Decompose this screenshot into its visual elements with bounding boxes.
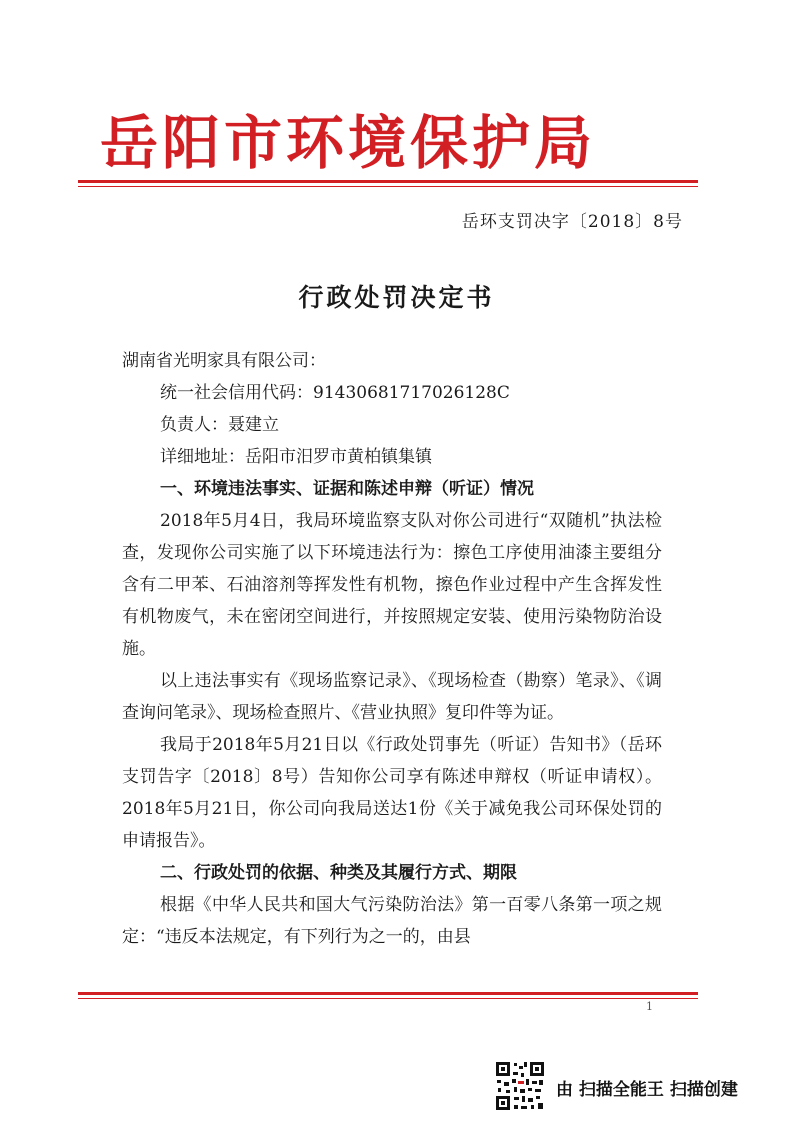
recipient-company: 湖南省光明家具有限公司： — [122, 351, 326, 371]
section1-paragraph-hearing: 我局于2018年5月21日以《行政处罚事先（听证）告知书》（岳环支罚告字〔2018〕8号）告知你公司享有陈述申辩权（听证申请权）。2018年5月21日，你公司向我局送达1份《关于减免我公司环保处罚的申请报告》。 — [122, 735, 662, 851]
qr-code-icon — [494, 1060, 546, 1112]
footer-red-rule-thin — [78, 998, 698, 999]
masthead-org-name: 岳阳市环境保护局 — [100, 109, 597, 177]
recipient-responsible: 负责人：聂建立 — [160, 415, 279, 435]
masthead-red-rule-thin — [78, 186, 698, 187]
recipient-block — [122, 345, 662, 505]
section1-heading: 一、环境违法事实、证据和陈述申辩（听证）情况 — [160, 479, 534, 499]
section1-paragraph-facts: 2018年5月4日，我局环境监察支队对你公司进行“双随机”执法检查，发现你公司实施了以下环境违法行为：擦色工序使用油漆主要组分含有二甲苯、石油溶剂等挥发性有机物，擦色作业过程中产生含挥发性有机物废气，未在密闭空间进行，并按照规定安装、使用污染物防治设施。 — [122, 511, 662, 659]
section1-body — [122, 505, 662, 953]
section2-paragraph-basis: 根据《中华人民共和国大气污染防治法》第一百零八条第一项之规定：“违反本法规定，有下列行为之一的，由县 — [122, 895, 662, 947]
page-number: 1 — [646, 1000, 653, 1013]
document-number: 岳环支罚决字〔2018〕8号 — [461, 212, 683, 232]
recipient-credit-code: 统一社会信用代码：91430681717026128C — [160, 383, 510, 403]
scanner-watermark-text: 由 扫描全能王 扫描创建 — [556, 1080, 738, 1100]
section1-paragraph-evidence: 以上违法事实有《现场监察记录》、《现场检查（勘察）笔录》、《调查询问笔录》、现场检查照片、《营业执照》复印件等为证。 — [122, 671, 662, 723]
section2-heading: 二、行政处罚的依据、种类及其履行方式、期限 — [160, 863, 517, 883]
scanner-footer — [494, 1060, 784, 1114]
footer-red-rule — [78, 992, 698, 995]
recipient-address: 详细地址：岳阳市汨罗市黄柏镇集镇 — [160, 447, 432, 467]
masthead-red-rule — [78, 180, 698, 183]
document-title: 行政处罚决定书 — [298, 283, 495, 312]
